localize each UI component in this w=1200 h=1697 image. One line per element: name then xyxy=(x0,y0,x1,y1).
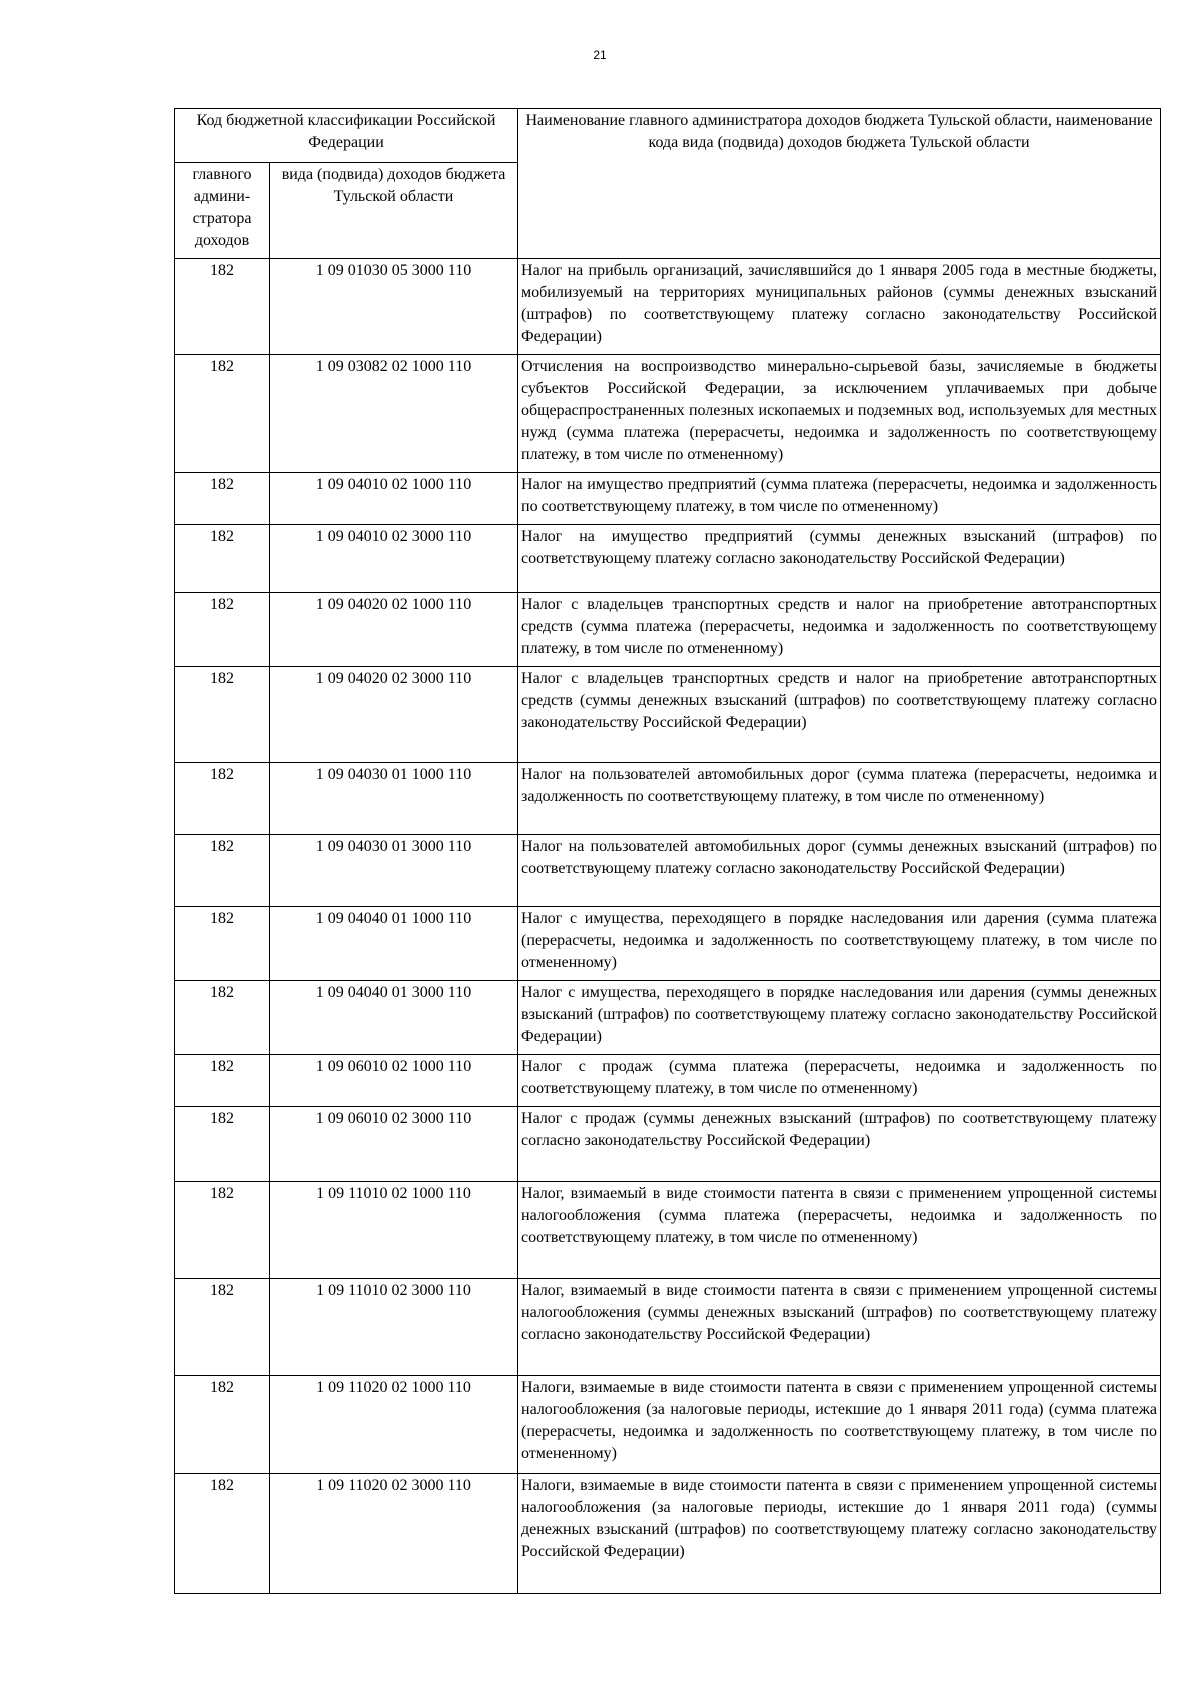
income-name-cell: Отчисления на воспроизводство минерально-сырьевой базы, зачисляемые в бюджеты субъектов Российской Федерации, за исключением уплачиваемых при добыче общераспространенных полезных ископаемых и подземных вод, используемых для местных нужд (сумма платежа (перерасчеты, недоимка и задолженность по соответствующему платежу, в том числе по отмененному) xyxy=(518,355,1161,473)
table-row xyxy=(175,907,1161,981)
header-admin: главного админи-стратора доходов xyxy=(175,163,270,259)
income-code-cell: 1 09 04020 02 1000 110 xyxy=(270,593,518,667)
income-name-cell: Налог с имущества, переходящего в порядке наследования или дарения (сумма платежа (перерасчеты, недоимка и задолженность по соответствующему платежу, в том числе по отмененному) xyxy=(518,907,1161,981)
table-row xyxy=(175,981,1161,1055)
income-code-cell: 1 09 04040 01 3000 110 xyxy=(270,981,518,1055)
table-row xyxy=(175,355,1161,473)
income-name-cell: Налоги, взимаемые в виде стоимости патента в связи с применением упрощенной системы налогообложения (за налоговые периоды, истекшие до 1 января 2011 года) (сумма платежа (перерасчеты, недоимка и задолженность по соответствующему платежу, в том числе по отмененному) xyxy=(518,1376,1161,1474)
header-name: Наименование главного администратора доходов бюджета Тульской области, наименование кода вида (подвида) доходов бюджета Тульской области xyxy=(518,109,1161,259)
income-name-cell: Налог на имущество предприятий (суммы денежных взысканий (штрафов) по соответствующему платежу согласно законодательству Российской Федерации) xyxy=(518,525,1161,593)
table-row xyxy=(175,763,1161,835)
income-name-cell: Налог с владельцев транспортных средств и налог на приобретение автотранспортных средств (сумма платежа (перерасчеты, недоимка и задолженность по соответствующему платежу, в том числе по отмененному) xyxy=(518,593,1161,667)
income-code-cell: 1 09 01030 05 3000 110 xyxy=(270,259,518,355)
admin-code-cell: 182 xyxy=(175,763,270,835)
budget-classification-table xyxy=(174,108,1161,1594)
table-row xyxy=(175,593,1161,667)
table-row xyxy=(175,667,1161,763)
table-row xyxy=(175,835,1161,907)
admin-code-cell: 182 xyxy=(175,355,270,473)
table-row xyxy=(175,259,1161,355)
income-name-cell: Налог на пользователей автомобильных дорог (сумма платежа (перерасчеты, недоимка и задолженность по соответствующему платежу, в том числе по отмененному) xyxy=(518,763,1161,835)
table-row xyxy=(175,1376,1161,1474)
income-code-cell: 1 09 04010 02 1000 110 xyxy=(270,473,518,525)
page-number: 21 xyxy=(593,48,607,62)
table-row xyxy=(175,1055,1161,1107)
income-name-cell: Налог на прибыль организаций, зачислявшийся до 1 января 2005 года в местные бюджеты, мобилизуемый на территориях муниципальных районов (суммы денежных взысканий (штрафов) по соответствующему платежу согласно законодательству Российской Федерации) xyxy=(518,259,1161,355)
income-code-cell: 1 09 11020 02 1000 110 xyxy=(270,1376,518,1474)
income-code-cell: 1 09 11010 02 3000 110 xyxy=(270,1279,518,1376)
admin-code-cell: 182 xyxy=(175,667,270,763)
income-code-cell: 1 09 11010 02 1000 110 xyxy=(270,1182,518,1279)
admin-code-cell: 182 xyxy=(175,1376,270,1474)
admin-code-cell: 182 xyxy=(175,835,270,907)
admin-code-cell: 182 xyxy=(175,525,270,593)
admin-code-cell: 182 xyxy=(175,593,270,667)
admin-code-cell: 182 xyxy=(175,1107,270,1182)
table-row xyxy=(175,1182,1161,1279)
admin-code-cell: 182 xyxy=(175,1474,270,1594)
income-name-cell: Налог с продаж (сумма платежа (перерасчеты, недоимка и задолженность по соответствующему платежу, в том числе по отмененному) xyxy=(518,1055,1161,1107)
table-row xyxy=(175,525,1161,593)
income-name-cell: Налог с владельцев транспортных средств и налог на приобретение автотранспортных средств (суммы денежных взысканий (штрафов) по соответствующему платежу согласно законодательству Российской Федерации) xyxy=(518,667,1161,763)
table-row xyxy=(175,1279,1161,1376)
income-name-cell: Налог с имущества, переходящего в порядке наследования или дарения (суммы денежных взысканий (штрафов) по соответствующему платежу согласно законодательству Российской Федерации) xyxy=(518,981,1161,1055)
header-income-kind: вида (подвида) доходов бюджета Тульской области xyxy=(270,163,518,259)
income-code-cell: 1 09 04030 01 1000 110 xyxy=(270,763,518,835)
income-code-cell: 1 09 04010 02 3000 110 xyxy=(270,525,518,593)
income-name-cell: Налог на имущество предприятий (сумма платежа (перерасчеты, недоимка и задолженность по соответствующему платежу, в том числе по отмененному) xyxy=(518,473,1161,525)
income-code-cell: 1 09 04020 02 3000 110 xyxy=(270,667,518,763)
income-code-cell: 1 09 06010 02 1000 110 xyxy=(270,1055,518,1107)
income-code-cell: 1 09 04040 01 1000 110 xyxy=(270,907,518,981)
income-code-cell: 1 09 03082 02 1000 110 xyxy=(270,355,518,473)
admin-code-cell: 182 xyxy=(175,907,270,981)
admin-code-cell: 182 xyxy=(175,473,270,525)
header-kbk: Код бюджетной классификации Российской Федерации xyxy=(175,109,518,163)
income-code-cell: 1 09 11020 02 3000 110 xyxy=(270,1474,518,1594)
table-row xyxy=(175,473,1161,525)
income-code-cell: 1 09 06010 02 3000 110 xyxy=(270,1107,518,1182)
admin-code-cell: 182 xyxy=(175,981,270,1055)
admin-code-cell: 182 xyxy=(175,1055,270,1107)
table-row xyxy=(175,1107,1161,1182)
income-name-cell: Налог на пользователей автомобильных дорог (суммы денежных взысканий (штрафов) по соответствующему платежу согласно законодательству Российской Федерации) xyxy=(518,835,1161,907)
income-code-cell: 1 09 04030 01 3000 110 xyxy=(270,835,518,907)
admin-code-cell: 182 xyxy=(175,1182,270,1279)
income-name-cell: Налог, взимаемый в виде стоимости патента в связи с применением упрощенной системы налогообложения (сумма платежа (перерасчеты, недоимка и задолженность по соответствующему платежу, в том числе по отмененному) xyxy=(518,1182,1161,1279)
table-row xyxy=(175,1474,1161,1594)
income-name-cell: Налоги, взимаемые в виде стоимости патента в связи с применением упрощенной системы налогообложения (за налоговые периоды, истекшие до 1 января 2011 года) (суммы денежных взысканий (штрафов) по соответствующему платежу согласно законодательству Российской Федерации) xyxy=(518,1474,1161,1594)
header-row-top xyxy=(175,109,1161,163)
admin-code-cell: 182 xyxy=(175,1279,270,1376)
admin-code-cell: 182 xyxy=(175,259,270,355)
income-name-cell: Налог с продаж (суммы денежных взысканий (штрафов) по соответствующему платежу согласно законодательству Российской Федерации) xyxy=(518,1107,1161,1182)
income-name-cell: Налог, взимаемый в виде стоимости патента в связи с применением упрощенной системы налогообложения (суммы денежных взысканий (штрафов) по соответствующему платежу согласно законодательству Российской Федерации) xyxy=(518,1279,1161,1376)
